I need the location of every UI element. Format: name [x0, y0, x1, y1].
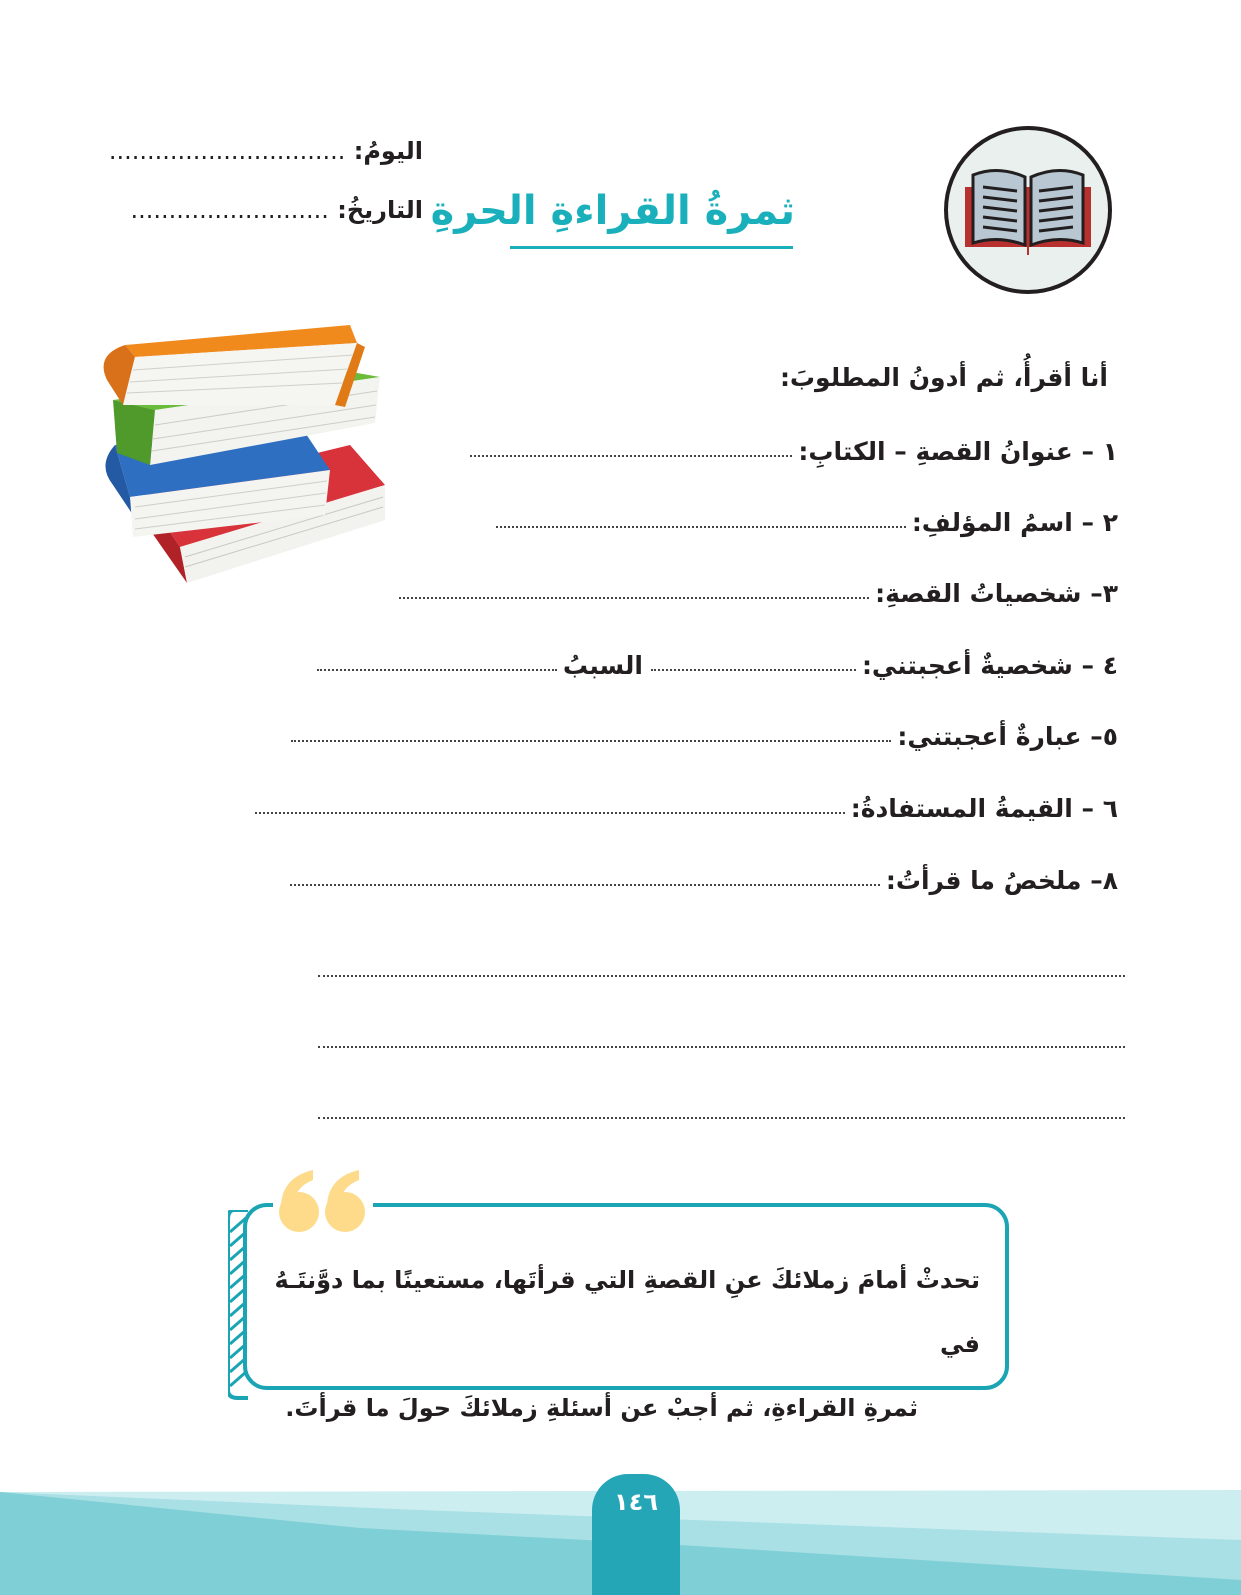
question-favorite-character[interactable] [317, 640, 1118, 680]
callout-text [268, 1248, 980, 1440]
stack-of-books-icon [95, 325, 395, 590]
callout-line: تحدثْ أمامَ زملائكَ عنِ القصةِ التي قرأتَها، مستعينًا بما دوَّنتَـهُ في [274, 1266, 980, 1358]
answer-blank[interactable] [290, 882, 880, 886]
instructions-text: أنا أقرأُ، ثم أدونُ المطلوبَ: [779, 363, 1108, 392]
page-title: ثمرةُ القراءةِ الحرةِ [430, 188, 795, 234]
callout-line: ثمرةِ القراءةِ، ثم أجبْ عن أسئلةِ زملائكَ حولَ ما قرأتَ. [285, 1394, 918, 1422]
answer-blank[interactable] [291, 738, 891, 742]
date-label: التاريخُ: [337, 196, 423, 224]
title-underline [510, 246, 793, 249]
page-number: ١٤٦ [614, 1488, 658, 1516]
question-label: ٦ – القيمةُ المستفادةُ: [850, 794, 1118, 823]
question-label: ٨– ملخصُ ما قرأتُ: [885, 866, 1118, 895]
reason-blank[interactable] [317, 667, 557, 671]
summary-line[interactable] [318, 1046, 1125, 1048]
summary-line[interactable] [318, 1117, 1125, 1119]
summary-line[interactable] [318, 975, 1125, 977]
question-favorite-phrase[interactable] [291, 711, 1118, 751]
open-book-icon [943, 125, 1113, 295]
date-field[interactable] [131, 196, 424, 224]
answer-blank[interactable] [651, 667, 856, 671]
question-title[interactable] [470, 426, 1118, 466]
question-label: ١ – عنوانُ القصةِ – الكتابِ: [798, 437, 1118, 466]
day-field[interactable] [109, 137, 423, 165]
question-lesson[interactable] [255, 783, 1118, 823]
question-label: ٢ – اسمُ المؤلفِ: [911, 508, 1118, 537]
question-author[interactable] [496, 497, 1118, 537]
question-summary[interactable] [290, 855, 1118, 895]
answer-blank[interactable] [399, 595, 869, 599]
quote-icon [273, 1166, 373, 1236]
reason-label: السببُ [562, 651, 643, 680]
date-blank[interactable]: .......................... [130, 196, 329, 224]
question-label: ٤ – شخصيةٌ أعجبتني: [861, 651, 1118, 680]
day-blank[interactable]: ............................... [108, 137, 346, 165]
answer-blank[interactable] [470, 453, 792, 457]
question-label: ٣– شخصياتُ القصةِ: [875, 579, 1118, 608]
answer-blank[interactable] [496, 524, 906, 528]
answer-blank[interactable] [255, 810, 845, 814]
question-characters[interactable] [399, 568, 1118, 608]
day-label: اليومُ: [353, 137, 423, 165]
question-label: ٥– عبارةٌ أعجبتني: [897, 722, 1118, 751]
